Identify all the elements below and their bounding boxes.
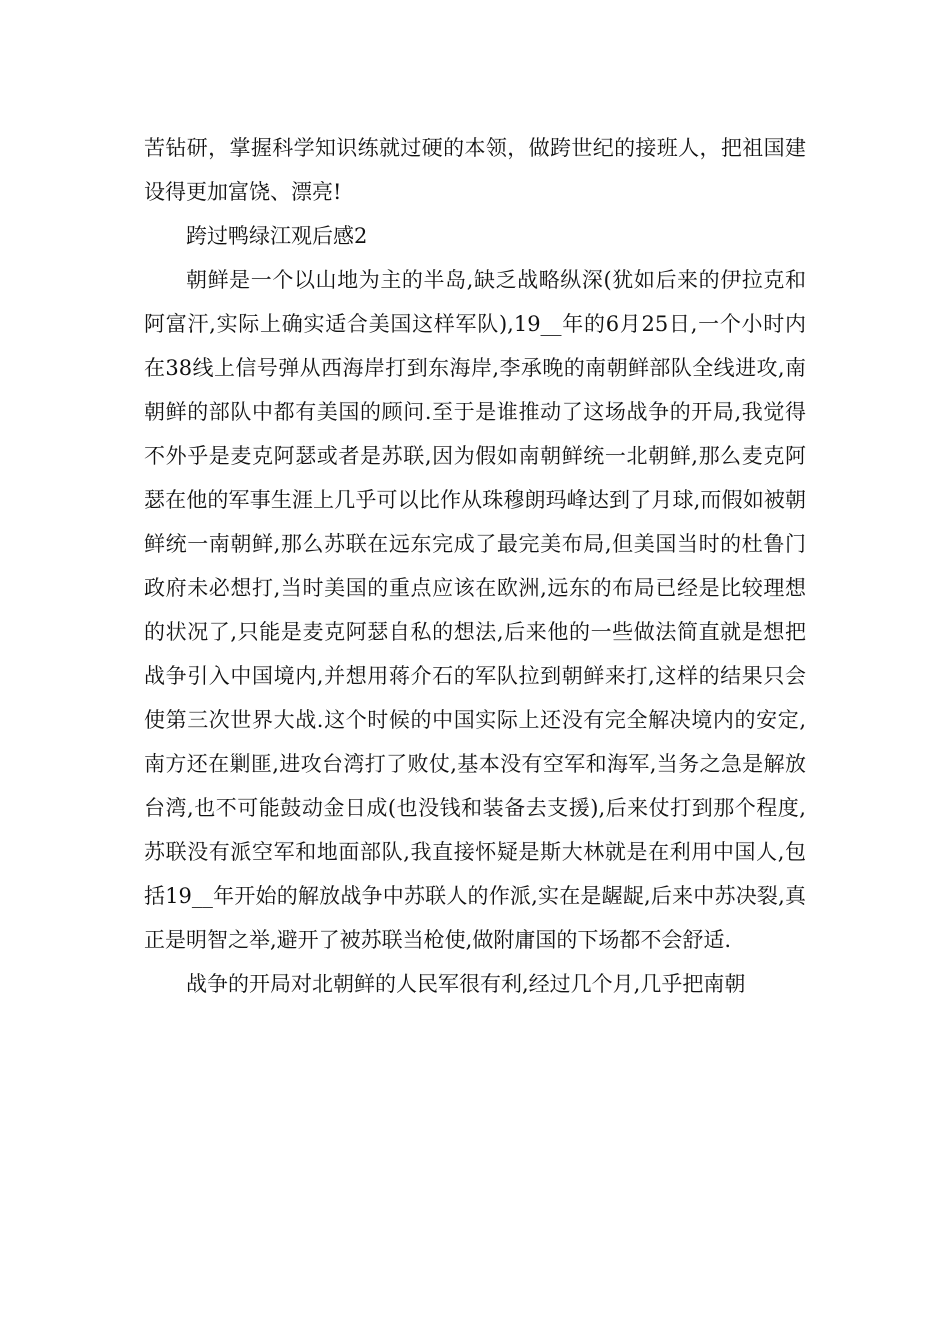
section-heading: 跨过鸭绿江观后感2 — [186, 224, 368, 248]
paragraph-continuation: 苦钻研，掌握科学知识练就过硬的本领，做跨世纪的接班人，把祖国建设得更加富饶、漂亮! — [144, 136, 806, 204]
document-body — [144, 126, 806, 1006]
paragraph-main: 朝鲜是一个以山地为主的半岛,缺乏战略纵深(犹如后来的伊拉克和阿富汗,实际上确实适合美国这样军队),19__年的6月25日,一个小时内在38线上信号弹从西海岸打到东海岸,李承晚的南朝鲜部队全线进攻,南朝鲜的部队中都有美国的顾问.至于是谁推动了这场战争的开局,我觉得不外乎是麦克阿瑟或者是苏联,因为假如南朝鲜统一北朝鲜,那么麦克阿瑟在他的军事生涯上几乎可以比作从珠穆朗玛峰达到了月球,而假如被朝鲜统一南朝鲜,那么苏联在远东完成了最完美布局,但美国当时的杜鲁门政府未必想打,当时美国的重点应该在欧洲,远东的布局已经是比较理想的状况了,只能是麦克阿瑟自私的想法,后来他的一些做法简直就是想把战争引入中国境内,并想用蒋介石的军队拉到朝鲜来打,这样的结果只会使第三次世界大战.这个时候的中国实际上还没有完全解决境内的安定,南方还在剿匪,进攻台湾打了败仗,基本没有空军和海军,当务之急是解放台湾,也不可能鼓动金日成(也没钱和装备去支援),后来仗打到那个程度,苏联没有派空军和地面部队,我直接怀疑是斯大林就是在利用中国人,包括19__年开始的解放战争中苏联人的作派,实在是龌龊,后来中苏决裂,真正是明智之举,避开了被苏联当枪使,做附庸国的下场都不会舒适. — [144, 268, 806, 952]
paragraph-last: 战争的开局对北朝鲜的人民军很有利,经过几个月,几乎把南朝 — [186, 972, 746, 996]
